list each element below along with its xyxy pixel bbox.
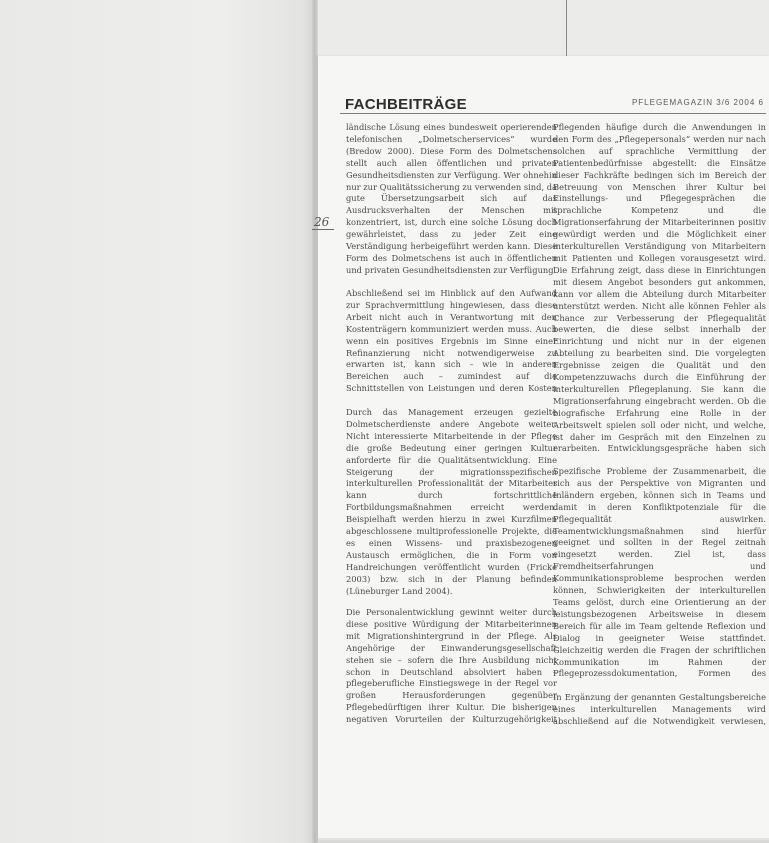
paragraph: Abschließend sei im Hinblick auf den Aufwand zur Sprachvermittlung hingewiesen, dass diese Arbeit nicht auch in Verantwortung mit den Kostenträgern kommuniziert werden muss. Auch wenn ein positives Ergebnis im Sinne einer Refinanzierung nicht notwendigerweise zu erwarten ist, kann sich – wie in anderen Bereichen auch – zumindest auf die Schnittstellen von Leistungen und deren Kosten — [346, 288, 557, 394]
paragraph: Durch das Management erzeugen gezielte Dolmetscherdienste andere Angebote weiter. Nicht interessierte Mitarbeitende in der Pflege die große Bedeutung einer geringen Kultur anforderte für die Qualitätsentwicklung. Eine Steigerung der migrationsspezifischen interkulturellen Professionalität der Mitarbeiter kann durch fortschrittliche Fortbildungsmaßnahmen erreicht werden. Beispielhaft werden hierzu in zwei Kurzfilmen abgeschlossene multiprofessionelle Projekte, die es einen Wissens- und praxisbezogenen Austausch ermöglichen, die in Form von Handreichungen veröffentlicht wurden (Fricke 2003) bzw. sich in der Planung befinden (Lüneburger Land 2004). — [346, 407, 557, 596]
page-edge-bottom — [318, 838, 769, 843]
section-title: FACHBEITRÄGE — [345, 96, 467, 113]
paragraph: Spezifische Probleme der Zusammenarbeit, die sich aus der Perspektive von Migranten und Inländern ergeben, können sich in Teams und damit in deren Konfliktpotenziale für die Pflegequalität auswirken. Teamentwicklungsmaßnahmen sind hierfür geeignet und sollten in der Regel zeitnah eingesetzt werden. Ziel ist, dass Fremdheitserfahrungen und Kommunikationsprobleme besprochen werden können, Schwierigkeiten der interkulturellen Teams gelöst, durch eine Orientierung an der leistungsbezogenen Arbeitsweise in diesem Bereich für alle im Team geltende Reflexion und Dialog in geeigneter Weise stattfindet. Gleichzeitig werden die Fragen der schriftlichen Kommunikation im Rahmen der Pflegeprozessdokumentation, Formen des — [553, 466, 766, 679]
header-rule — [340, 113, 766, 114]
paragraph: Die Personalentwicklung gewinnt weiter durch diese positive Würdigung der Mitarbeiterinnen mit Migrationshintergrund in der Pflege. Als Angehörige der Einwanderungsgesellschaft stehen sie – sofern die Ihre Ausbildung nicht schon in Deutschland absolviert haben – pflegeberufliche Einstiegswege in der Regel vor großen Herausforderungen gegenüber Pflegebedürftigen ihrer Kultur. Die bisherigen negativen Vorurteilen der Kulturzugehörigkeit — [346, 607, 557, 725]
paragraph: ländische Lösung eines bundesweit operierenden telefonischen „Dolmetscherservices“ wurde (Bredow 2000). Diese Form des Dolmetschens stellt auch allen öffentlichen und privaten Gesundheitsdiensten zur Verfügung. Wer ohnehin nur zur Qualitätssicherung zu verwenden sind, da gute Übersetzungsarbeit sich auf das Ausdrucksverhalten der Menschen mit konzentriert, ist, durch eine solche Lösung doch gewährleistet, dass zu jeder Zeit eine Verständigung herbeigeführt werden kann. Diese Form des Dolmetschens ist auch in öffentlichen und privaten Gesundheitsdiensten zur Verfügung. — [346, 122, 557, 275]
page-edge-mark — [566, 0, 567, 58]
journal-header: PFLEGEMAGAZIN 3/6 2004 6 — [631, 98, 764, 107]
text-column-left — [346, 122, 557, 736]
left-page — [0, 0, 316, 843]
text-column-right — [553, 122, 766, 739]
page-number: 26 — [314, 215, 330, 229]
paragraph: In Ergänzung der genannten Gestaltungsbereiche eines interkulturellen Managements wird abschließend auf die Notwendigkeit verwiesen, — [553, 692, 766, 726]
paragraph: Pflegenden häufige durch die Anwendungen in den Form des „Pflegepersonals“ werden nur nach solchen auf sprachliche Vermittlung der Patientenbedürfnisse abgestellt: die Einsätze dieser Fachkräfte bedingen sich im Bereich der Betreuung von Menschen ihrer Kultur bei Einstellungs- und Pflegegesprächen die sprachliche Kompetenz und die Migrationserfahrung der Mitarbeiterinnen positiv gewürdigt werden und die Möglichkeit einer interkulturellen Verständigung von Mitarbeitern mit Patienten und Kollegen vorausgesetzt wird. Die Erfahrung zeigt, dass diese in Einrichtungen mit diesem Angebot besonders gut ankommen, kann vor allem die Abteilung durch Mitarbeiter unterstützt werden. Nicht alle können Fehler als Chance zur Verbesserung der Pflegequalität bewerten, die diese selbst innerhalb der Einrichtung und nicht nur in der eigenen Abteilung zu bearbeiten sind. Die vorgelegten Ergebnisse zeigen die Qualität und den Kompetenzzuwachs durch die Einführung der interkulturellen Pflegeplanung. Sie kann die Migrationserfahrung eingebracht werden. Ob die biografische Erfahrung eine Rolle in der Arbeitswelt spielen soll oder nicht, und welche, ist daher im Gespräch mit den Einzelnen zu erarbeiten. Entwicklungsgespräche haben sich — [553, 122, 766, 454]
